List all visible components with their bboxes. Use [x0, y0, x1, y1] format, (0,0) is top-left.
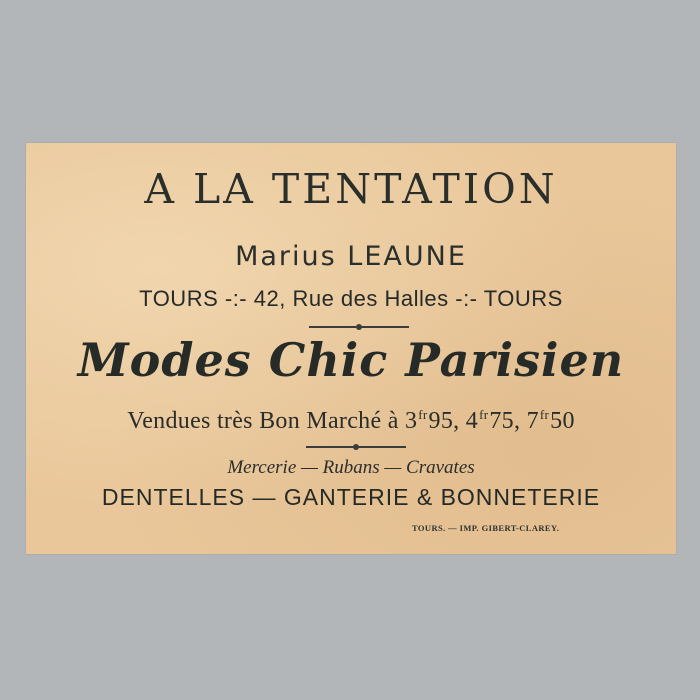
price-separator: ,: [513, 408, 527, 434]
price-3-cents: 50: [550, 408, 575, 434]
price-2-cents: 75: [489, 408, 514, 434]
price-list: [26, 407, 676, 435]
price-3-unit: fr: [539, 407, 550, 422]
shop-name-heading: A LA TENTATION: [144, 165, 558, 213]
rule-center-dot: [356, 324, 362, 330]
ornamental-rule-divider: [306, 446, 406, 448]
trade-card: [26, 143, 676, 554]
rule-center-dot: [353, 444, 359, 450]
tagline-modes-chic: Modes Chic Parisien: [77, 333, 625, 387]
ornamental-rule-divider: [309, 326, 409, 328]
price-2-unit: fr: [479, 407, 489, 422]
price-2-amount: 4: [465, 408, 479, 434]
shop-address: TOURS -:- 42, Rue des Halles -:- TOURS: [139, 286, 563, 311]
price-1-unit: fr: [418, 407, 428, 422]
goods-list: Mercerie — Rubans — Cravates: [227, 457, 475, 478]
price-1-cents: 95: [428, 408, 454, 434]
owner-name: Marius LEAUNE: [235, 241, 467, 272]
printer-credit: TOURS. — IMP. GIBERT-CLAREY.: [412, 523, 560, 533]
price-intro: Vendues très Bon Marché à: [127, 408, 405, 434]
price-3-amount: 7: [526, 408, 539, 434]
price-separator: ,: [453, 408, 466, 434]
price-1-amount: 3: [404, 408, 418, 434]
specialties-list: DENTELLES — GANTERIE & BONNETERIE: [101, 484, 601, 510]
